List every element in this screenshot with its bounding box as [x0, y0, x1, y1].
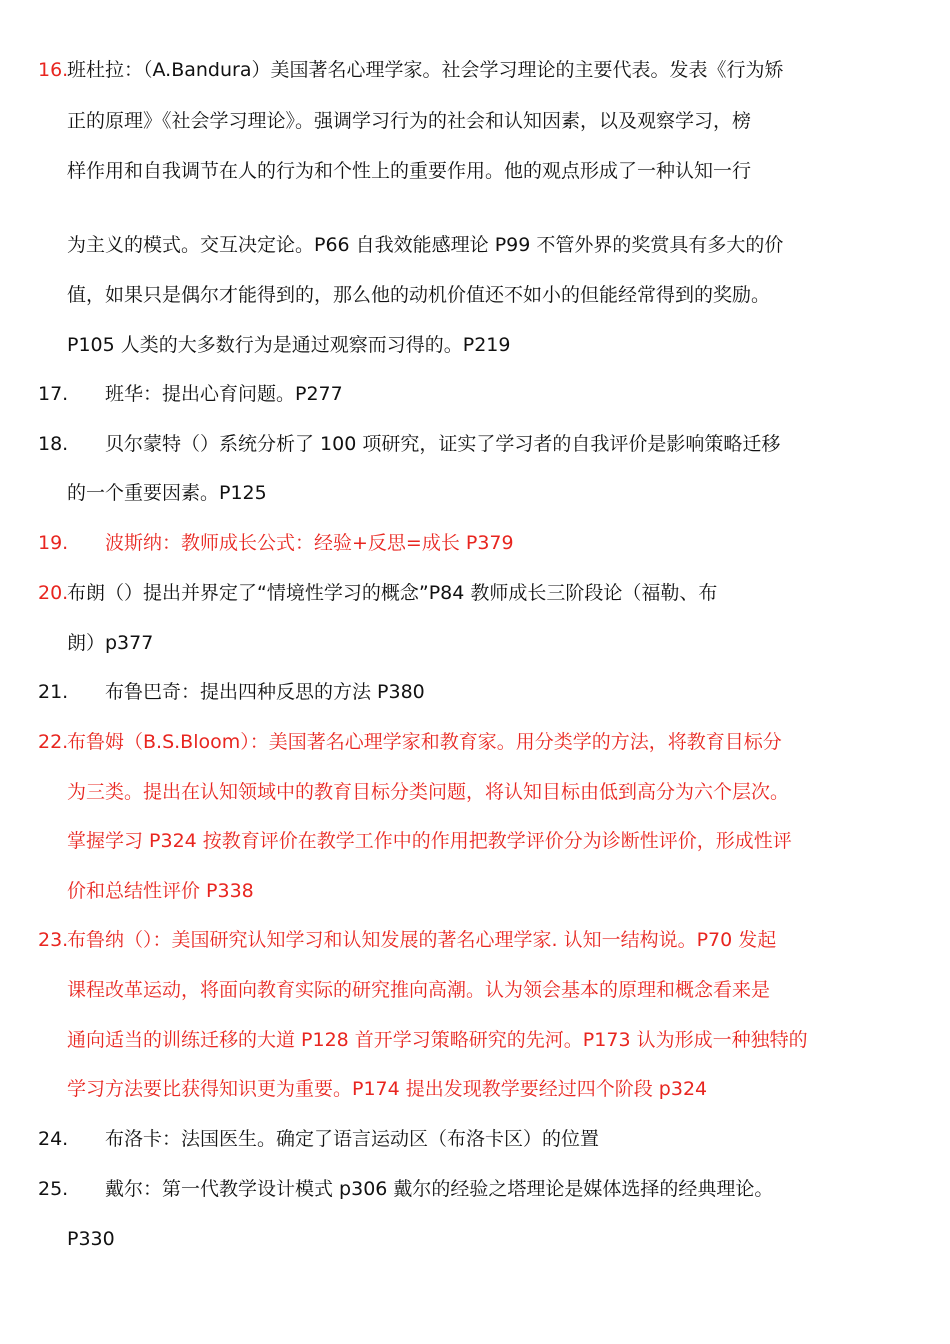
- entry-text: 值，如果只是偶尔才能得到的，那么他的动机价值还不如小的但能经常得到的奖励。: [67, 284, 771, 306]
- entry-text: 样作用和自我调节在人的行为和个性上的重要作用。他的观点形成了一种认知一行: [67, 160, 752, 182]
- entry-number: 20.: [38, 582, 69, 604]
- entry-text: P105 人类的大多数行为是通过观察而习得的。P219: [67, 334, 511, 356]
- entry-text: P330: [67, 1228, 115, 1250]
- entry-text: 为主义的模式。交互决定论。P66 自我效能感理论 P99 不管外界的奖赏具有多大的价: [67, 234, 784, 256]
- entry-text: 戴尔：第一代教学设计模式 p306 戴尔的经验之塔理论是媒体选择的经典理论。: [105, 1178, 774, 1200]
- entry-text: 通向适当的训练迁移的大道 P128 首开学习策略研究的先河。P173 认为形成一种独特的: [67, 1029, 808, 1051]
- entry-text: 价和总结性评价 P338: [67, 880, 254, 902]
- entry-text: 贝尔蒙特（）系统分析了 100 项研究，证实了学习者的自我评价是影响策略迁移: [105, 433, 781, 455]
- entry-number: 25.: [38, 1178, 69, 1200]
- entry-text: 的一个重要因素。P125: [67, 482, 267, 504]
- entry-text: 布鲁姆（B.S.Bloom）：美国著名心理学家和教育家。用分类学的方法，将教育目标分: [67, 731, 782, 753]
- entry-text: 正的原理》《社会学习理论》。强调学习行为的社会和认知因素，以及观察学习，榜: [67, 110, 752, 132]
- entry-text: 为三类。提出在认知领域中的教育目标分类问题，将认知目标由低到高分为六个层次。: [67, 781, 790, 803]
- entry-text: 学习方法要比获得知识更为重要。P174 提出发现教学要经过四个阶段 p324: [67, 1078, 708, 1100]
- entry-text: 波斯纳：教师成长公式：经验+反思=成长 P379: [105, 532, 514, 554]
- entry-text: 布鲁纳（）：美国研究认知学习和认知发展的著名心理学家. 认知一结构说。P70 发起: [67, 929, 777, 951]
- entry-text: 班华：提出心育问题。P277: [105, 383, 343, 405]
- entry-number: 16.: [38, 59, 69, 81]
- entry-text: 布朗（）提出并界定了“情境性学习的概念”P84 教师成长三阶段论（福勒、布: [67, 582, 718, 604]
- entry-text: 班杜拉：（A.Bandura）美国著名心理学家。社会学习理论的主要代表。发表《行为矫: [67, 59, 784, 81]
- entry-text: 掌握学习 P324 按教育评价在教学工作中的作用把教学评价分为诊断性评价，形成性评: [67, 830, 792, 852]
- entry-number: 22.: [38, 731, 69, 753]
- entry-text: 朗）p377: [67, 632, 154, 654]
- entry-number: 24.: [38, 1128, 69, 1150]
- entry-number: 23.: [38, 929, 69, 951]
- entry-number: 18.: [38, 433, 69, 455]
- entry-number: 21.: [38, 681, 69, 703]
- entry-text: 课程改革运动，将面向教育实际的研究推向高潮。认为领会基本的原理和概念看来是: [67, 979, 771, 1001]
- entry-number: 19.: [38, 532, 69, 554]
- entry-text: 布鲁巴奇：提出四种反思的方法 P380: [105, 681, 425, 703]
- entry-number: 17.: [38, 383, 69, 405]
- entry-text: 布洛卡：法国医生。确定了语言运动区（布洛卡区）的位置: [105, 1128, 600, 1150]
